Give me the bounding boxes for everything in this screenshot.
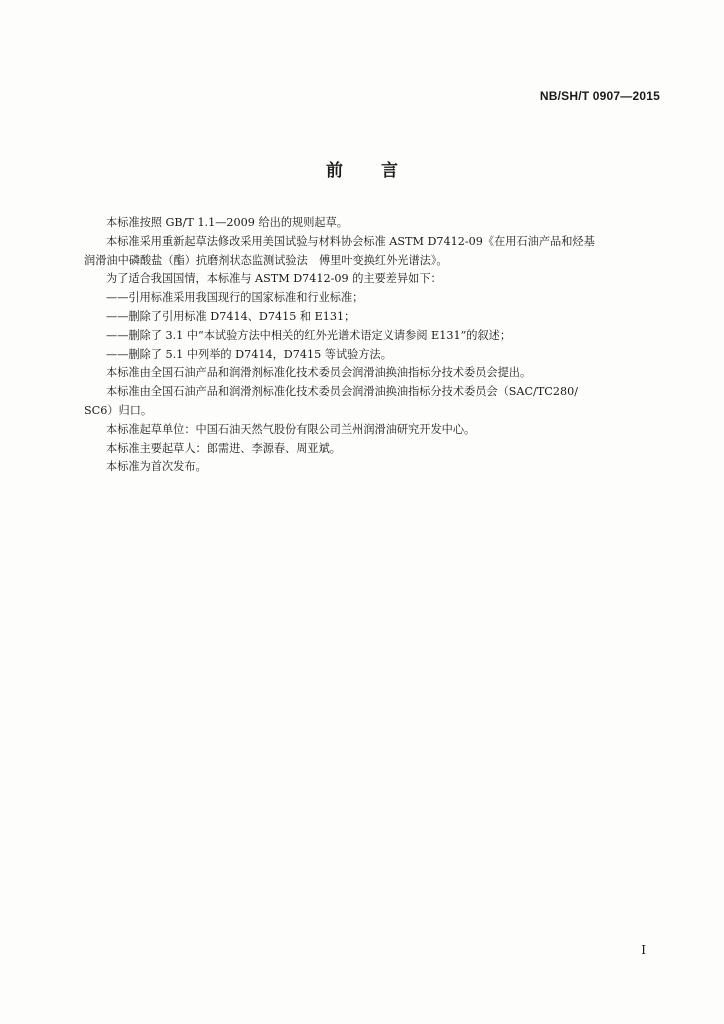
list-item-difference-2: ——删除了引用标准 D7414、D7415 和 E131； [106, 309, 356, 323]
paragraph-drafting-organization: 本标准起草单位：中国石油天然气股份有限公司兰州润滑油研究开发中心。 [106, 422, 476, 436]
paragraph-proposed-by: 本标准由全国石油产品和润滑剂标准化技术委员会润滑油换油指标分技术委员会提出。 [106, 366, 532, 380]
page-number: I [641, 943, 646, 957]
paragraph-managed-by: 本标准由全国石油产品和润滑剂标准化技术委员会润滑油换油指标分技术委员会（SAC/TC280/ [106, 385, 578, 399]
paragraph-adoption-method-continued: 润滑油中磷酸盐（酯）抗磨剂状态监测试验法 傅里叶变换红外光谱法》。 [84, 253, 448, 267]
paragraph-managed-by-continued: SC6）归口。 [84, 403, 153, 417]
paragraph-differences-intro: 为了适合我国国情，本标准与 ASTM D7412-09 的主要差异如下： [106, 272, 442, 286]
paragraph-drafting-rules: 本标准按照 GB/T 1.1—2009 给出的规则起草。 [106, 216, 348, 229]
document-body [84, 214, 660, 477]
paragraph-first-release: 本标准为首次发布。 [106, 460, 207, 474]
list-item-difference-3: ——删除了 3.1 中“本试验方法中相关的红外光谱术语定义请参阅 E131”的叙述； [106, 328, 512, 342]
paragraph-main-drafters: 本标准主要起草人：郎需进、李源春、周亚斌。 [106, 441, 341, 455]
list-item-difference-4: ——删除了 5.1 中列举的 D7414，D7415 等试验方法。 [106, 347, 392, 361]
paragraph-adoption-method: 本标准采用重新起草法修改采用美国试验与材料协会标准 ASTM D7412-09《在用石油产品和烃基 [106, 234, 595, 248]
list-item-difference-1: ——引用标准采用我国现行的国家标准和行业标准； [106, 291, 364, 305]
standard-code: NB/SH/T 0907—2015 [539, 89, 660, 103]
page-title: 前言 [326, 161, 436, 181]
